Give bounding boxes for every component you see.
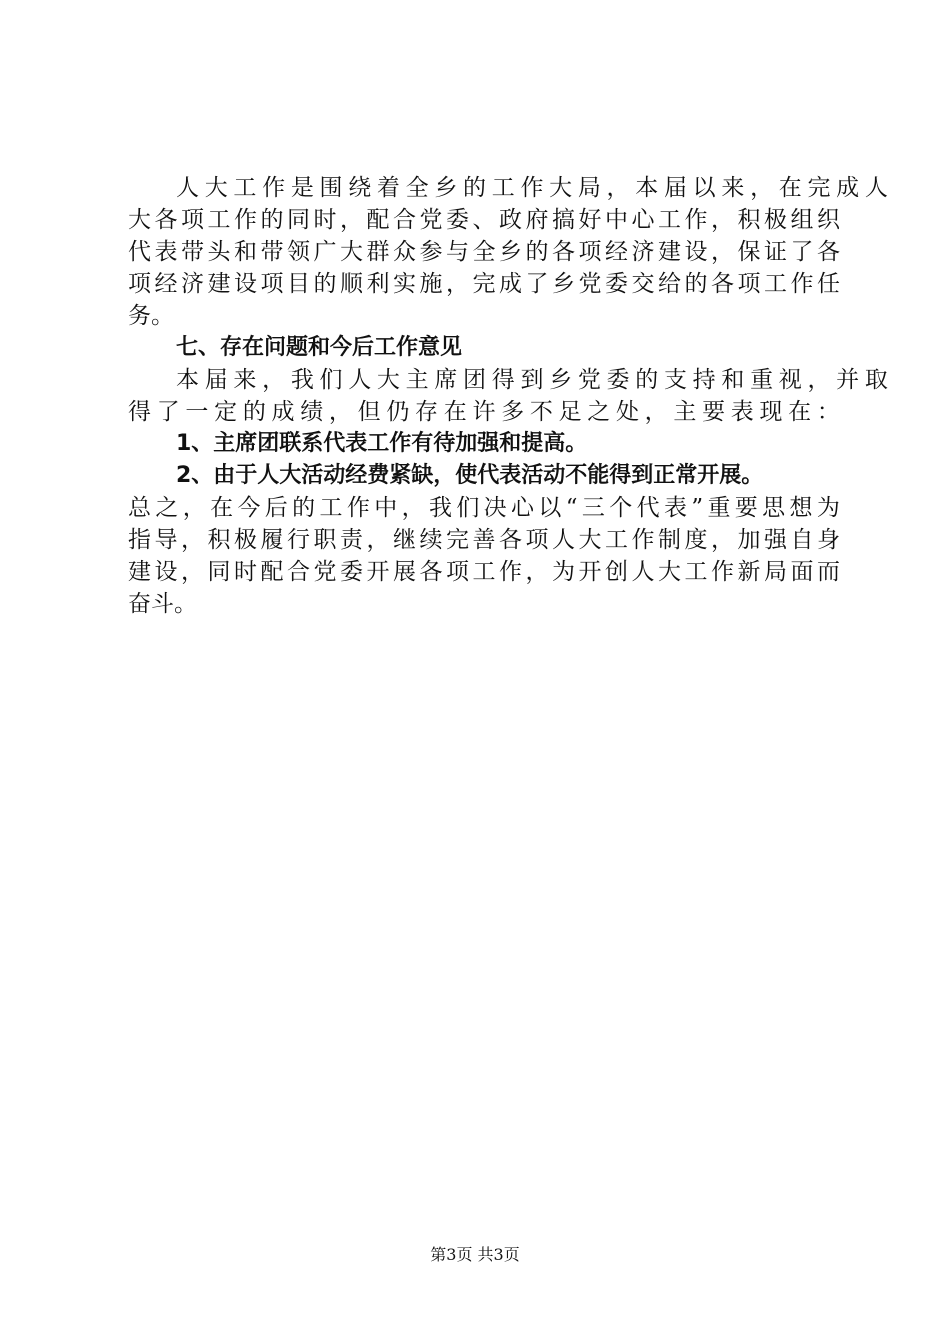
page-footer: 第3页 共3页 (430, 1245, 520, 1264)
section-heading: 七、存在问题和今后工作意见 (176, 335, 463, 360)
paragraph-line: 大 各 项 工 作 的 同 时 ， 配 合 党 委 、 政 府 搞 好 中 心 工 作 ， 积 极 组 织 (128, 207, 840, 233)
paragraph-line: 务。 (128, 303, 174, 329)
intro-line: 本 届 来 ， 我 们 人 大 主 席 团 得 到 乡 党 委 的 支 持 和 重 视 ， 并 取 (176, 367, 888, 393)
conclusion-line: 指 导 ， 积 极 履 行 职 责 ， 继 续 完 善 各 项 人 大 工 作 制 度 ， 加 强 自 身 (128, 527, 840, 553)
conclusion-line: 建 设 ， 同 时 配 合 党 委 开 展 各 项 工 作 ， 为 开 创 人 大 工 作 新 局 面 而 (128, 559, 840, 585)
paragraph-line: 人 大 工 作 是 围 绕 着 全 乡 的 工 作 大 局 ， 本 届 以 来 ， 在 完 成 人 (176, 175, 888, 201)
conclusion-line: 总 之 ， 在 今 后 的 工 作 中 ， 我 们 决 心 以 “ 三 个 代 表 ” 重 要 思 想 为 (128, 495, 840, 521)
paragraph-line: 代 表 带 头 和 带 领 广 大 群 众 参 与 全 乡 的 各 项 经 济 建 设 ， 保 证 了 各 (128, 239, 840, 265)
list-item: 1、主席团联系代表工作有待加强和提高。 (176, 431, 588, 456)
intro-line: 得 了 一 定 的 成 绩 ， 但 仍 存 在 许 多 不 足 之 处 ， 主 要 表 现 在 ： (128, 399, 840, 425)
paragraph-line: 项 经 济 建 设 项 目 的 顺 利 实 施 ， 完 成 了 乡 党 委 交 给 的 各 项 工 作 任 (128, 271, 840, 297)
document-body (128, 172, 888, 620)
list-item: 2、由于人大活动经费紧缺，使代表活动不能得到正常开展。 (176, 463, 764, 488)
conclusion-line: 奋斗。 (128, 591, 197, 617)
